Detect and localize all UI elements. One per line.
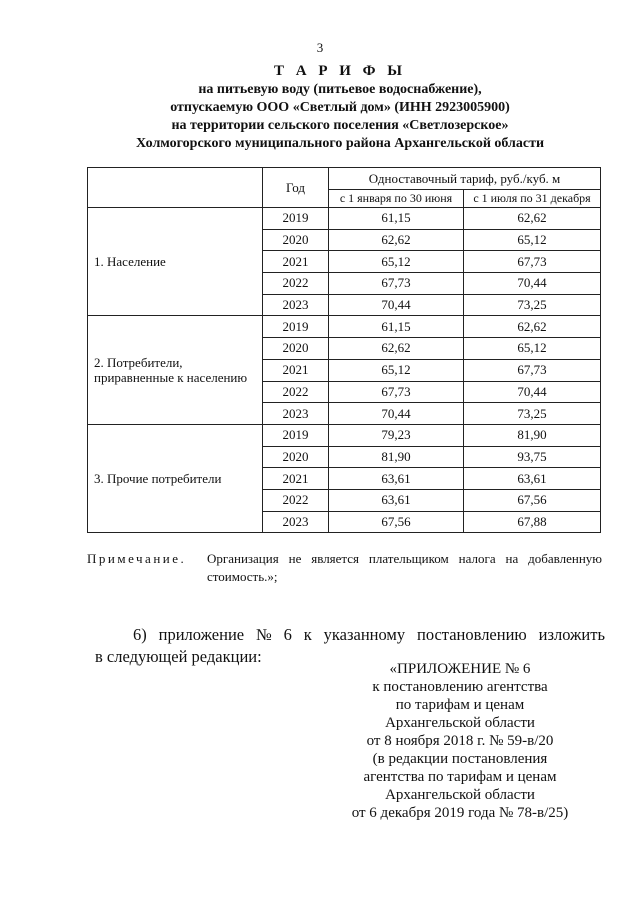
- year-cell: 2020: [263, 338, 329, 360]
- year-cell: 2019: [263, 424, 329, 446]
- note-text: Организация не является плательщиком налога на добавленную стоимость.»;: [207, 551, 602, 584]
- year-cell: 2019: [263, 208, 329, 230]
- appendix-line: от 6 декабря 2019 года № 78-в/25): [351, 805, 569, 821]
- tariff-second-half-cell: 67,56: [464, 489, 601, 511]
- tariff-second-half-cell: 65,12: [464, 338, 601, 360]
- tariff-second-half-cell: 73,25: [464, 403, 601, 425]
- title-line: Холмогорского муниципального района Архангельской области: [135, 136, 545, 151]
- tariff-first-half-cell: 70,44: [329, 294, 464, 316]
- year-cell: 2021: [263, 468, 329, 490]
- item-6-word: указанному: [323, 625, 406, 644]
- tariff-first-half-cell: 63,61: [329, 468, 464, 490]
- tariff-second-half-cell: 65,12: [464, 229, 601, 251]
- title-line: на территории сельского поселения «Светлозерское»: [171, 118, 509, 133]
- appendix-line: Архангельской области: [385, 715, 535, 731]
- table-row: [88, 424, 601, 446]
- item-6-word: №: [255, 625, 272, 644]
- category-cell: 1. Население: [88, 208, 263, 316]
- tariff-first-half-cell: 67,56: [329, 511, 464, 533]
- year-cell: 2020: [263, 446, 329, 468]
- tariff-first-half-cell: 63,61: [329, 489, 464, 511]
- tariff-second-half-cell: 67,73: [464, 251, 601, 273]
- tariff-first-half-cell: 65,12: [329, 251, 464, 273]
- tariff-second-half-cell: 93,75: [464, 446, 601, 468]
- tariff-first-half-cell: 61,15: [329, 316, 464, 338]
- year-cell: 2022: [263, 381, 329, 403]
- header-category-blank: [88, 168, 263, 208]
- item-6-line-2: в следующей редакции:: [95, 647, 262, 666]
- tariff-first-half-cell: 62,62: [329, 229, 464, 251]
- tariff-table-body: [88, 168, 601, 533]
- document-title: [60, 62, 620, 153]
- header-year: Год: [263, 168, 329, 208]
- item-6-word: приложение: [158, 625, 245, 644]
- year-cell: 2021: [263, 359, 329, 381]
- title-line: отпускаемую ООО «Светлый дом» (ИНН 2923005900): [170, 100, 510, 115]
- appendix-line: Архангельской области: [385, 787, 535, 803]
- item-6-word: к: [303, 625, 312, 644]
- appendix-line: «ПРИЛОЖЕНИЕ № 6: [389, 661, 531, 677]
- tariff-second-half-cell: 63,61: [464, 468, 601, 490]
- appendix-line: от 8 ноября 2018 г. № 59-в/20: [366, 733, 554, 749]
- appendix-line: по тарифам и ценам: [395, 697, 525, 713]
- tariff-first-half-cell: 67,73: [329, 381, 464, 403]
- tariff-second-half-cell: 70,44: [464, 381, 601, 403]
- year-cell: 2023: [263, 511, 329, 533]
- tariff-second-half-cell: 67,88: [464, 511, 601, 533]
- table-row: [88, 208, 601, 230]
- header-tariff: Одноставочный тариф, руб./куб. м: [329, 168, 601, 190]
- category-cell: 3. Прочие потребители: [88, 424, 263, 532]
- page-number: 3: [316, 40, 324, 55]
- tariff-first-half-cell: 67,73: [329, 273, 464, 295]
- appendix-line: к постановлению агентства: [372, 679, 548, 695]
- table-row: [88, 316, 601, 338]
- tariff-second-half-cell: 67,73: [464, 359, 601, 381]
- note-label: Примечание.: [87, 551, 187, 566]
- header-second-half: с 1 июля по 31 декабря: [464, 190, 601, 208]
- tariff-first-half-cell: 81,90: [329, 446, 464, 468]
- tariff-second-half-cell: 70,44: [464, 273, 601, 295]
- tariff-first-half-cell: 62,62: [329, 338, 464, 360]
- year-cell: 2023: [263, 294, 329, 316]
- year-cell: 2021: [263, 251, 329, 273]
- appendix-header: [330, 660, 590, 822]
- header-first-half: с 1 января по 30 июня: [329, 190, 464, 208]
- tariff-second-half-cell: 62,62: [464, 316, 601, 338]
- note: [87, 550, 602, 584]
- tariff-first-half-cell: 65,12: [329, 359, 464, 381]
- appendix-line: агентства по тарифам и ценам: [363, 769, 557, 785]
- tariff-first-half-cell: 79,23: [329, 424, 464, 446]
- year-cell: 2022: [263, 273, 329, 295]
- item-6-word: постановлению: [416, 625, 527, 644]
- year-cell: 2020: [263, 229, 329, 251]
- item-6-line-1: [95, 624, 605, 646]
- tariff-second-half-cell: 81,90: [464, 424, 601, 446]
- tariff-first-half-cell: 61,15: [329, 208, 464, 230]
- year-cell: 2019: [263, 316, 329, 338]
- tariff-second-half-cell: 73,25: [464, 294, 601, 316]
- tariff-second-half-cell: 62,62: [464, 208, 601, 230]
- item-6-word: 6): [133, 625, 147, 644]
- year-cell: 2023: [263, 403, 329, 425]
- tariff-table: [87, 167, 601, 533]
- tariff-first-half-cell: 70,44: [329, 403, 464, 425]
- title-line: на питьевую воду (питьевое водоснабжение),: [198, 82, 482, 97]
- category-cell: 2. Потребители, приравненные к населению: [88, 316, 263, 424]
- item-6-word: изложить: [538, 625, 605, 644]
- title-main: Т А Р И Ф Ы: [273, 63, 407, 79]
- item-6-word: 6: [283, 625, 292, 644]
- appendix-line: (в редакции постановления: [372, 751, 548, 767]
- year-cell: 2022: [263, 489, 329, 511]
